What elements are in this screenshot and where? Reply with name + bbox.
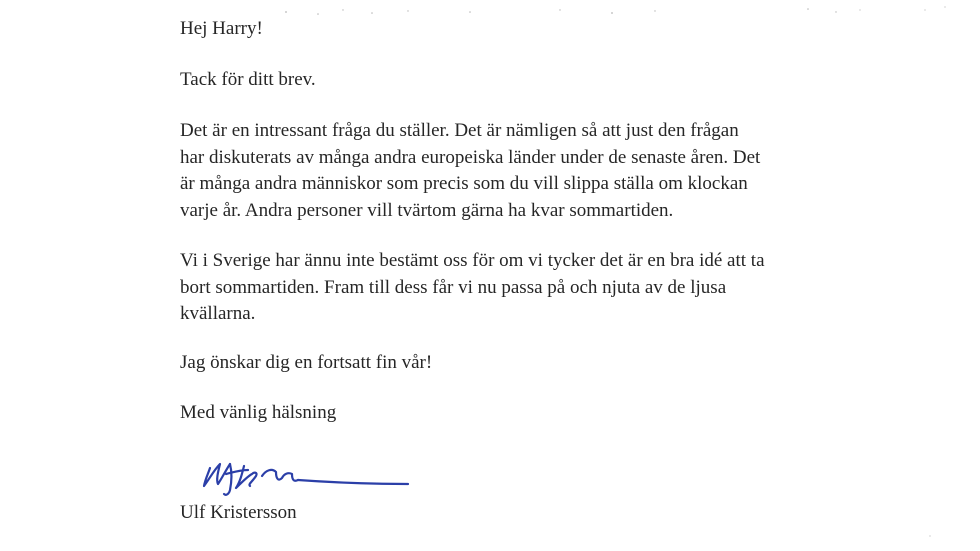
paragraph-2 bbox=[180, 248, 830, 328]
paragraph-1-line-2: har diskuterats av många andra europeiska länder under de senaste åren. Det bbox=[180, 146, 761, 168]
thanks-line: Tack för ditt brev. bbox=[180, 69, 316, 90]
paragraph-1 bbox=[180, 118, 830, 224]
paragraph-1-line-1: Det är en intressant fråga du ställer. Det är nämligen så att just den frågan bbox=[180, 120, 739, 141]
greeting: Hej Harry! bbox=[180, 18, 263, 39]
paragraph-1-line-3: är många andra människor som precis som du vill slippa ställa om klockan bbox=[180, 173, 748, 194]
signer-name: Ulf Kristersson bbox=[180, 502, 297, 523]
paragraph-2-line-2: bort sommartiden. Fram till dess får vi nu passa på och njuta av de ljusa bbox=[180, 276, 727, 298]
paragraph-2-line-3: kvällarna. bbox=[180, 303, 256, 324]
paragraph-2-line-1: Vi i Sverige har ännu inte bestämt oss för om vi tycker det är en bra idé att ta bbox=[180, 250, 765, 271]
handwritten-signature bbox=[196, 452, 416, 498]
paragraph-1-line-4: varje år. Andra personer vill tvärtom gärna ha kvar sommartiden. bbox=[180, 199, 674, 221]
wish-line: Jag önskar dig en fortsatt fin vår! bbox=[180, 352, 433, 373]
closing-line: Med vänlig hälsning bbox=[180, 402, 337, 423]
